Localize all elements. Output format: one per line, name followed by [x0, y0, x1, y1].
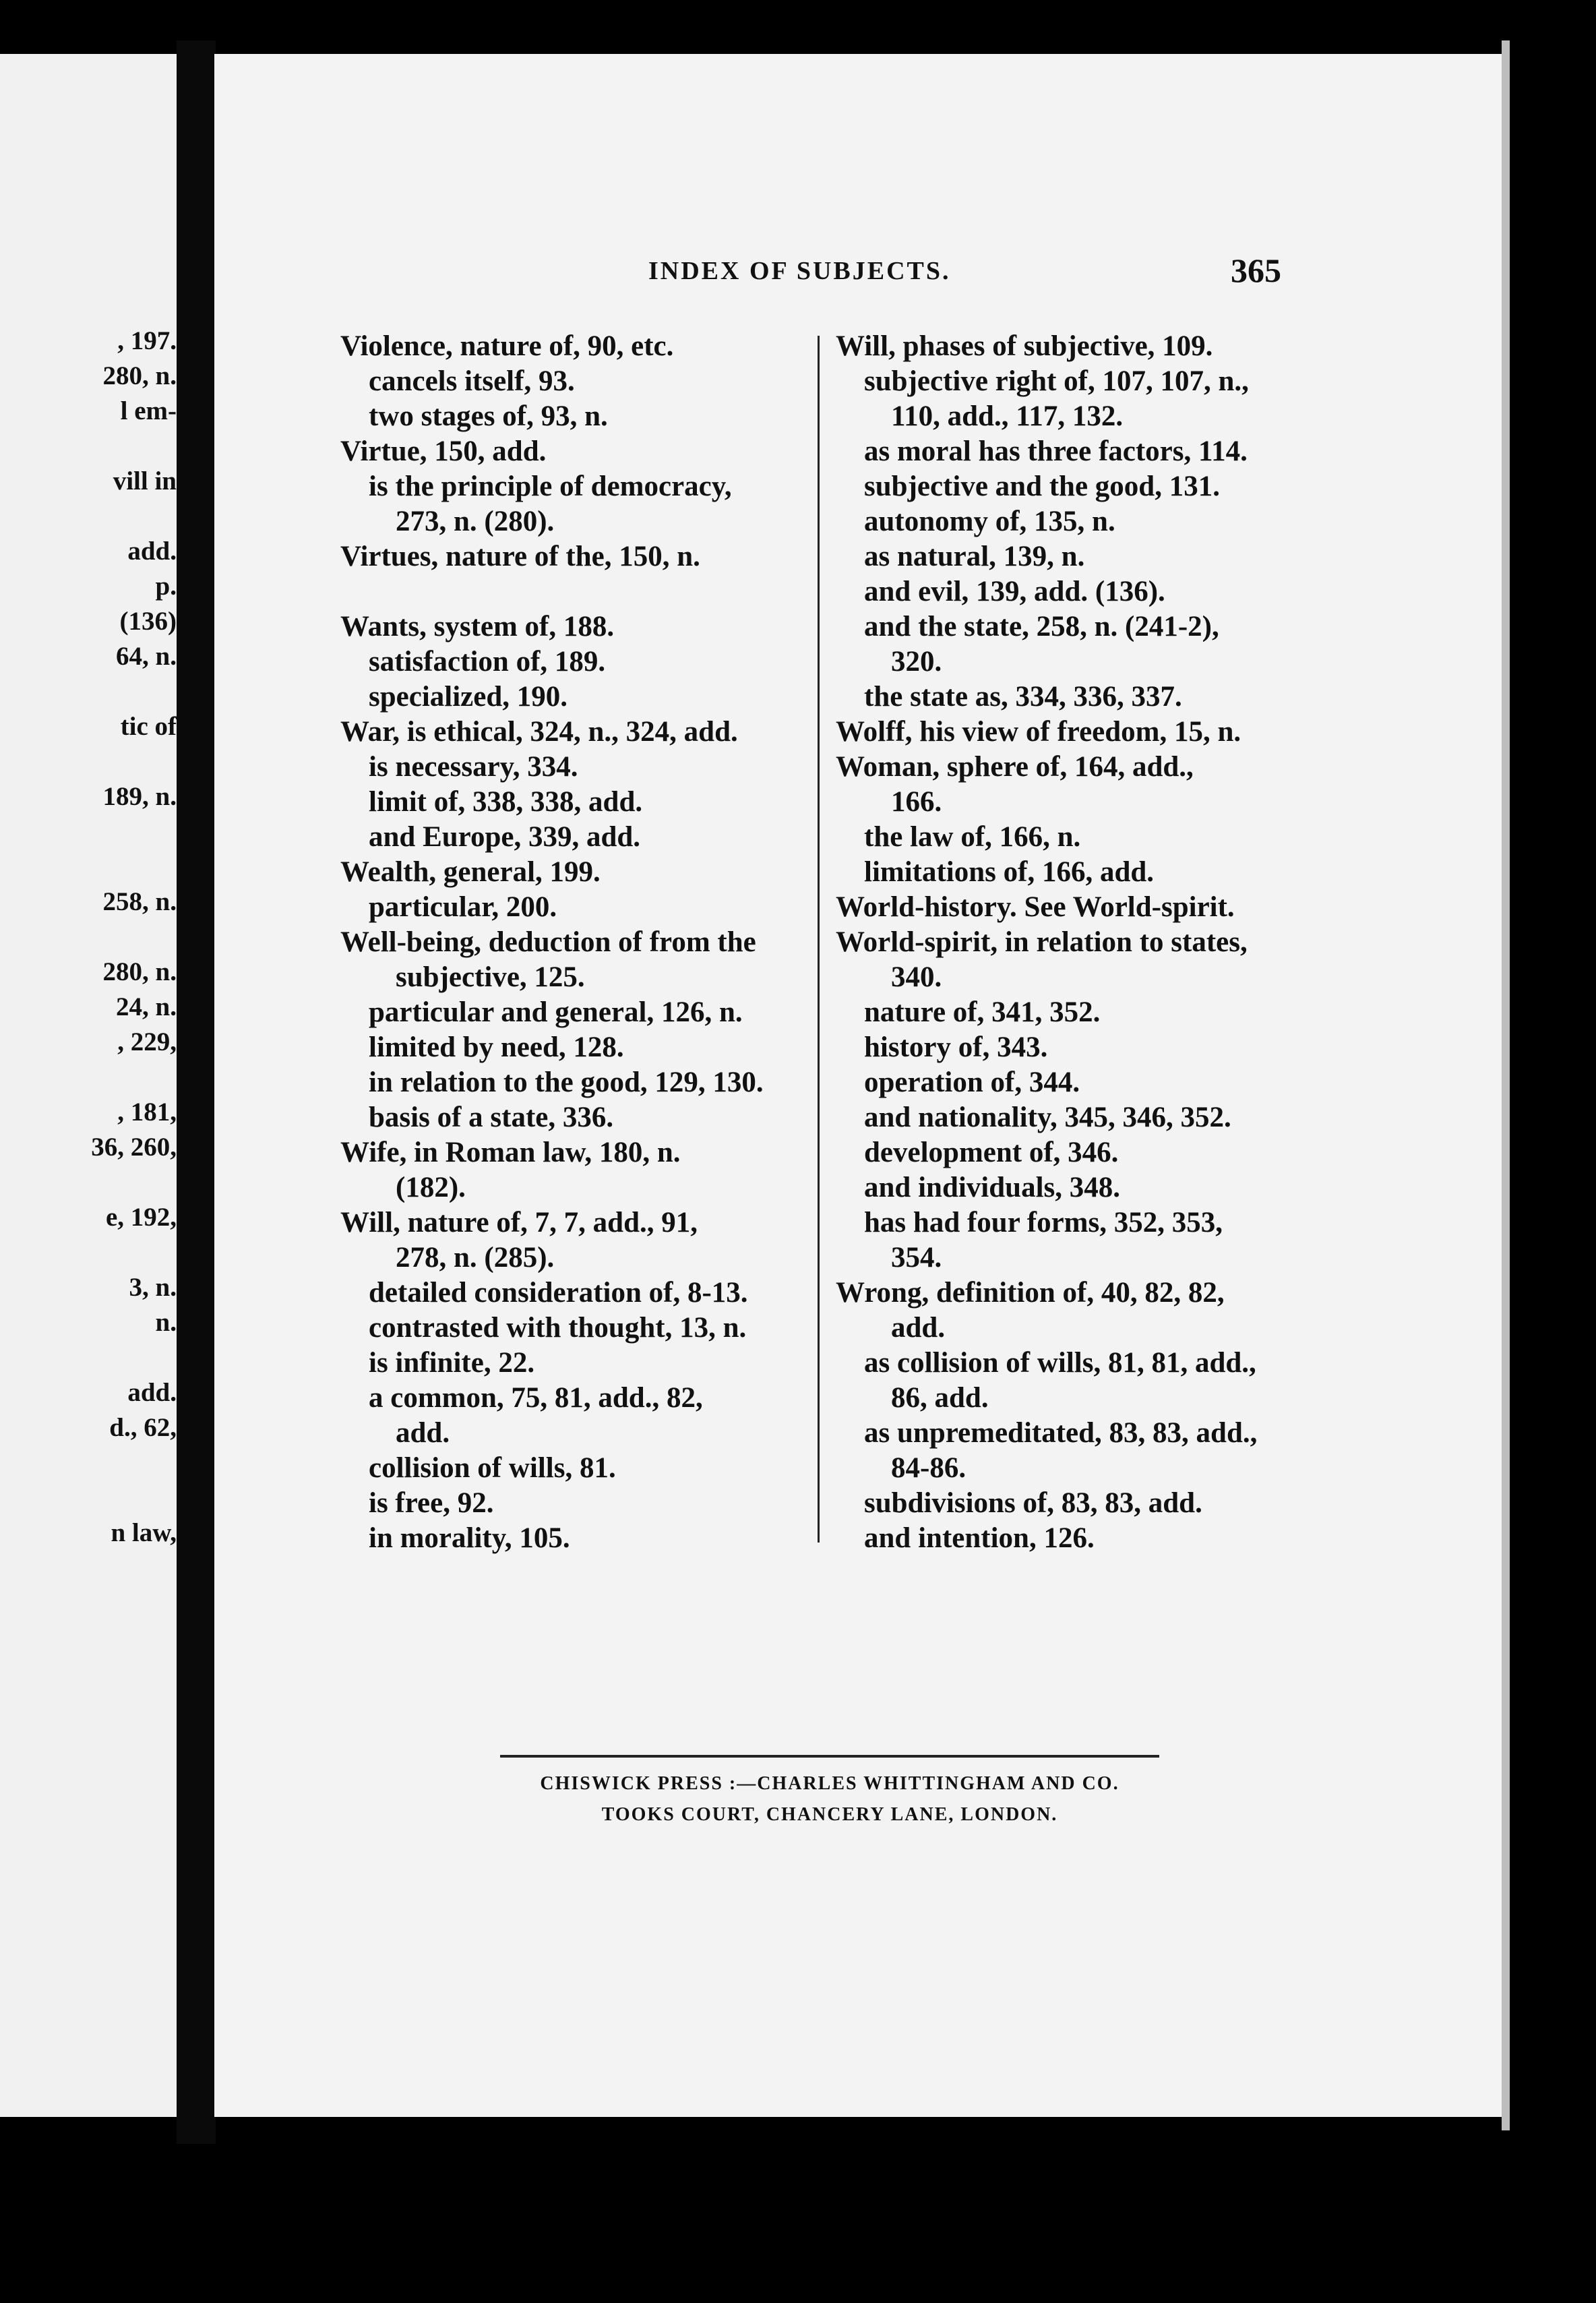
index-entry: 110, add., 117, 132. — [891, 400, 1124, 432]
previous-page-line: add. — [127, 537, 177, 566]
index-entry: specialized, 190. — [369, 681, 567, 713]
previous-page-line: vill in — [113, 467, 177, 496]
index-entry: is the principle of democracy, — [369, 471, 732, 502]
index-column-right — [836, 329, 1308, 1556]
index-entry: 278, n. (285). — [396, 1242, 555, 1274]
index-entry: as natural, 139, n. — [864, 541, 1085, 572]
running-head: INDEX OF SUBJECTS. — [648, 257, 951, 285]
index-entry: and evil, 139, add. (136). — [864, 576, 1165, 607]
index-entry: limited by need, 128. — [369, 1031, 624, 1063]
index-entry: as moral has three factors, 114. — [864, 436, 1248, 467]
index-entry: the state as, 334, 336, 337. — [864, 681, 1182, 713]
index-entry: and individuals, 348. — [864, 1172, 1121, 1203]
index-entry: contrasted with thought, 13, n. — [369, 1312, 747, 1344]
index-entry: Will, phases of subjective, 109. — [836, 330, 1213, 362]
index-entry: is infinite, 22. — [369, 1347, 535, 1379]
previous-page-line: , 197. — [117, 326, 177, 355]
imprint-rule — [500, 1755, 1159, 1758]
previous-page-line: 3, n. — [129, 1273, 177, 1302]
page-edge-shadow — [1502, 40, 1510, 2130]
previous-page-line: tic of — [120, 712, 177, 741]
index-entry: 340. — [891, 961, 942, 993]
index-entry: 273, n. (280). — [396, 506, 555, 537]
index-entry: in relation to the good, 129, 130. — [369, 1067, 764, 1098]
index-entry: and Europe, 339, add. — [369, 821, 641, 853]
index-entry: and nationality, 345, 346, 352. — [864, 1102, 1231, 1133]
index-entry: 84-86. — [891, 1452, 966, 1484]
index-entry: subjective and the good, 131. — [864, 471, 1220, 502]
index-entry: has had four forms, 352, 353, — [864, 1207, 1223, 1238]
printer-imprint-line-2: TOOKS COURT, CHANCERY LANE, LONDON. — [601, 1804, 1058, 1825]
previous-page-line: 258, n. — [102, 887, 177, 916]
index-entry: Violence, nature of, 90, etc. — [340, 330, 674, 362]
index-entry: autonomy of, 135, n. — [864, 506, 1115, 537]
index-entry: particular and general, 126, n. — [369, 996, 743, 1028]
index-entry: 320. — [891, 646, 942, 678]
page-number: 365 — [1231, 251, 1281, 289]
column-divider — [818, 336, 820, 1543]
previous-page-line: 280, n. — [102, 361, 177, 390]
previous-page-line: (136) — [119, 607, 177, 636]
previous-page-line: d., 62, — [109, 1413, 177, 1442]
index-entry: detailed consideration of, 8-13. — [369, 1277, 748, 1309]
index-entry: limit of, 338, 338, add. — [369, 786, 643, 818]
index-entry: War, is ethical, 324, n., 324, add. — [340, 716, 738, 748]
index-entry: 354. — [891, 1242, 942, 1274]
previous-page-line: 36, 260, — [91, 1133, 177, 1162]
previous-page-line: p. — [155, 572, 177, 601]
index-entry: cancels itself, 93. — [369, 365, 575, 397]
index-entry: Well-being, deduction of from the — [340, 926, 756, 958]
index-entry: history of, 343. — [864, 1031, 1048, 1063]
index-entry: Wolff, his view of freedom, 15, n. — [836, 716, 1241, 748]
book-gutter — [177, 40, 216, 2144]
index-entry: subdivisions of, 83, 83, add. — [864, 1487, 1202, 1519]
index-entry: nature of, 341, 352. — [864, 996, 1101, 1028]
index-entry: operation of, 344. — [864, 1067, 1080, 1098]
index-entry: collision of wills, 81. — [369, 1452, 616, 1484]
index-entry: Woman, sphere of, 164, add., — [836, 751, 1194, 783]
index-entry: Wealth, general, 199. — [340, 856, 601, 888]
index-entry: as collision of wills, 81, 81, add., — [864, 1347, 1256, 1379]
index-entry: add. — [891, 1312, 946, 1344]
previous-page-line: 64, n. — [116, 642, 177, 671]
index-entry: subjective right of, 107, 107, n., — [864, 365, 1249, 397]
index-entry: limitations of, 166, add. — [864, 856, 1155, 888]
index-entry: two stages of, 93, n. — [369, 400, 608, 432]
previous-page-line: , 229, — [117, 1027, 177, 1056]
index-entry: Wants, system of, 188. — [340, 611, 615, 642]
previous-page-line: 24, n. — [116, 992, 177, 1021]
index-entry: is necessary, 334. — [369, 751, 578, 783]
previous-page-line: 189, n. — [102, 782, 177, 811]
index-entry: add. — [396, 1417, 450, 1449]
index-entry: subjective, 125. — [396, 961, 585, 993]
index-entry: Wife, in Roman law, 180, n. — [340, 1137, 681, 1168]
index-entry: 166. — [891, 786, 942, 818]
index-column-left — [340, 329, 812, 1556]
previous-page-line: add. — [127, 1378, 177, 1407]
index-entry: in morality, 105. — [369, 1522, 570, 1554]
index-entry: Wrong, definition of, 40, 82, 82, — [836, 1277, 1225, 1309]
index-entry: is free, 92. — [369, 1487, 494, 1519]
index-entry: basis of a state, 336. — [369, 1102, 614, 1133]
index-entry: a common, 75, 81, add., 82, — [369, 1382, 703, 1414]
index-entry: as unpremeditated, 83, 83, add., — [864, 1417, 1258, 1449]
index-entry: the law of, 166, n. — [864, 821, 1081, 853]
previous-page-line: l em- — [120, 396, 177, 425]
previous-page-line: , 181, — [117, 1098, 177, 1127]
index-entry: Will, nature of, 7, 7, add., 91, — [340, 1207, 698, 1238]
previous-page-line: n. — [155, 1308, 177, 1337]
printer-imprint-line-1: CHISWICK PRESS :—CHARLES WHITTINGHAM AND CO. — [540, 1773, 1119, 1794]
index-entry: and the state, 258, n. (241-2), — [864, 611, 1219, 642]
index-entry: World-history. See World-spirit. — [836, 891, 1235, 923]
index-entry: World-spirit, in relation to states, — [836, 926, 1248, 958]
index-entry: and intention, 126. — [864, 1522, 1095, 1554]
index-entry: Virtue, 150, add. — [340, 436, 547, 467]
index-entry: Virtues, nature of the, 150, n. — [340, 541, 700, 572]
index-entry: particular, 200. — [369, 891, 557, 923]
previous-page-line: 280, n. — [102, 957, 177, 986]
previous-page-line: n law, — [111, 1518, 177, 1547]
index-entry: satisfaction of, 189. — [369, 646, 606, 678]
index-entry: 86, add. — [891, 1382, 989, 1414]
index-entry: (182). — [396, 1172, 466, 1203]
index-entry: development of, 346. — [864, 1137, 1119, 1168]
previous-page-line: e, 192, — [105, 1203, 177, 1232]
previous-page-edge — [0, 54, 177, 2117]
